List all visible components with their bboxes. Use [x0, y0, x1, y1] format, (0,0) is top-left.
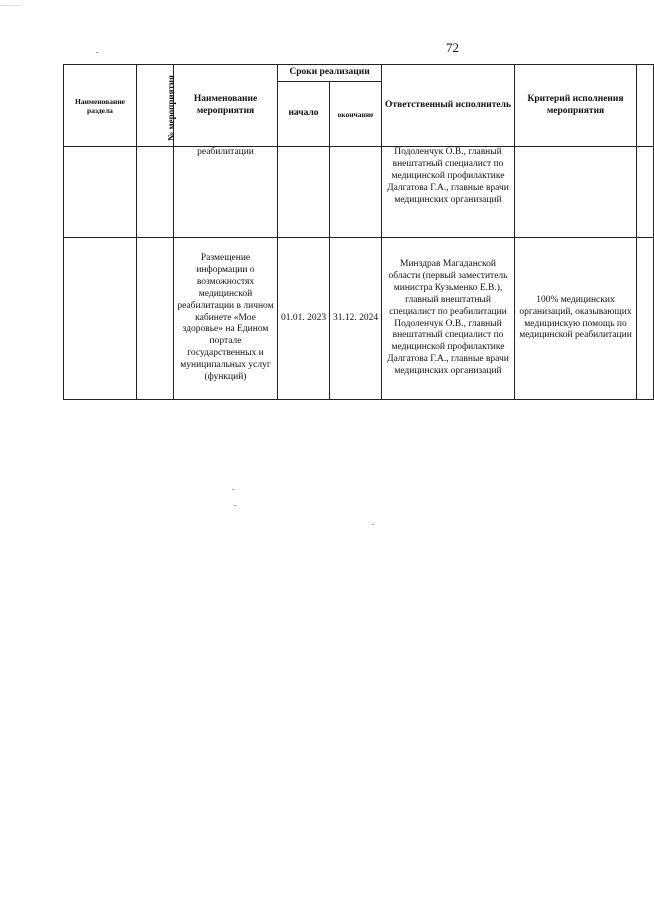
header-event-number — [137, 65, 174, 147]
row-end: 31.12. 2024 — [330, 238, 382, 400]
header-end: окончание — [330, 82, 382, 147]
header-section-name: Наименование раздела — [64, 65, 137, 147]
row-end — [330, 147, 382, 238]
header-responsible: Ответственный исполнитель — [382, 65, 515, 147]
row-extra — [637, 238, 654, 400]
scan-speck — [96, 52, 98, 53]
header-terms: Сроки реализации — [278, 65, 382, 82]
row-section — [64, 147, 137, 238]
header-extra — [637, 65, 654, 147]
row-number — [137, 147, 174, 238]
header-event-number-text: № мероприятия — [165, 74, 176, 141]
table-row — [64, 147, 654, 238]
row-criterion: 100% медицинских организаций, оказывающих медицинскую помощь по медицинской реабилитации — [515, 238, 637, 400]
corner-mark: — —· — [0, 0, 24, 10]
scan-speck — [232, 489, 234, 490]
header-criterion: Критерий исполнения мероприятия — [515, 65, 637, 147]
header-row-top — [64, 65, 654, 82]
scan-speck — [372, 524, 374, 525]
plan-table — [63, 64, 654, 400]
row-criterion — [515, 147, 637, 238]
header-start: начало — [278, 82, 330, 147]
row-start: 01.01. 2023 — [278, 238, 330, 400]
header-event-name: Наименование мероприятия — [174, 65, 278, 147]
row-responsible: Подоленчук О.В., главный внештатный специалист по медицинской профилактике Далгатова Г.А., главные врачи медицинских организаций — [382, 147, 515, 238]
row-start — [278, 147, 330, 238]
row-section — [64, 238, 137, 400]
row-number — [137, 238, 174, 400]
scan-speck — [234, 505, 236, 506]
table-row — [64, 238, 654, 400]
row-extra — [637, 147, 654, 238]
row-event: реабилитации — [174, 147, 278, 238]
page-number: 72 — [446, 40, 459, 55]
row-event: Размещение информации о возможностях медицинской реабилитации в личном кабинете «Мое здоровье» на Едином портале государственных и муниципальных услуг (функций) — [174, 238, 278, 400]
row-responsible: Минздрав Магаданской области (первый заместитель министра Кузьменко Е.В.), главный внештатный специалист по реабилитации Подоленчук О.В., главный внештатный специалист по медицинской профилактике Далгатова Г.А., главные врачи медицинских организаций — [382, 238, 515, 400]
